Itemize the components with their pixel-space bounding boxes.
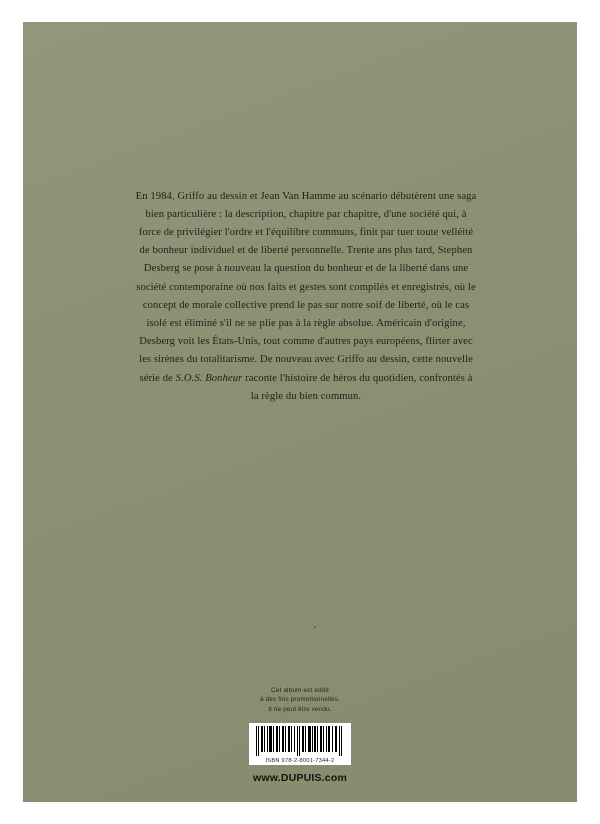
publisher-url: www.DUPUIS.com [252, 772, 347, 784]
blurb-series-title: S.O.S. Bonheur [175, 372, 243, 384]
barcode-icon [254, 726, 346, 756]
back-cover-blurb [135, 188, 477, 406]
blurb-text-part-1: En 1984, Griffo au dessin et Jean Van Hamme au scénario débutèrent une saga bien particulière : la description, chapitre par chapitre, d'une société qui, à force de privilégier l'ordre et l'équilibre communs, finit par tuer toute velléité de bonheur individuel et de liberté personnelle. Trente ans plus tard, Stephen Desberg se pose à nouveau la question du bonheur et de la liberté dans une société contemporaine où nos faits et gestes sont compilés et enregistrés, où le concept de morale collective prend le pas sur notre soif de liberté, où le cas isolé est éliminé s'il ne se plie pas à la règle absolue. Américain d'origine, Desberg voit les États-Unis, tout comme d'autres pays européens, flirter avec les sirènes du totalitarisme. De nouveau avec Griffo au dessin, cette nouvelle série de [135, 190, 477, 384]
barcode-container [249, 723, 351, 765]
decorative-dot [314, 626, 316, 628]
promo-line-1: Cet album est édité [271, 686, 329, 694]
promotional-notice [23, 686, 577, 714]
isbn-text: ISBN 978-2-8001-7344-2 [265, 758, 335, 764]
promo-line-2: à des fins promotionnelles. [259, 696, 341, 704]
promo-line-3: Il ne peut être vendu. [268, 705, 332, 713]
blurb-text-part-2: raconte l'histoire de héros du quotidien, confrontés à la règle du bien commun. [242, 372, 473, 402]
book-back-cover [23, 22, 577, 802]
cover-footer [23, 686, 577, 784]
